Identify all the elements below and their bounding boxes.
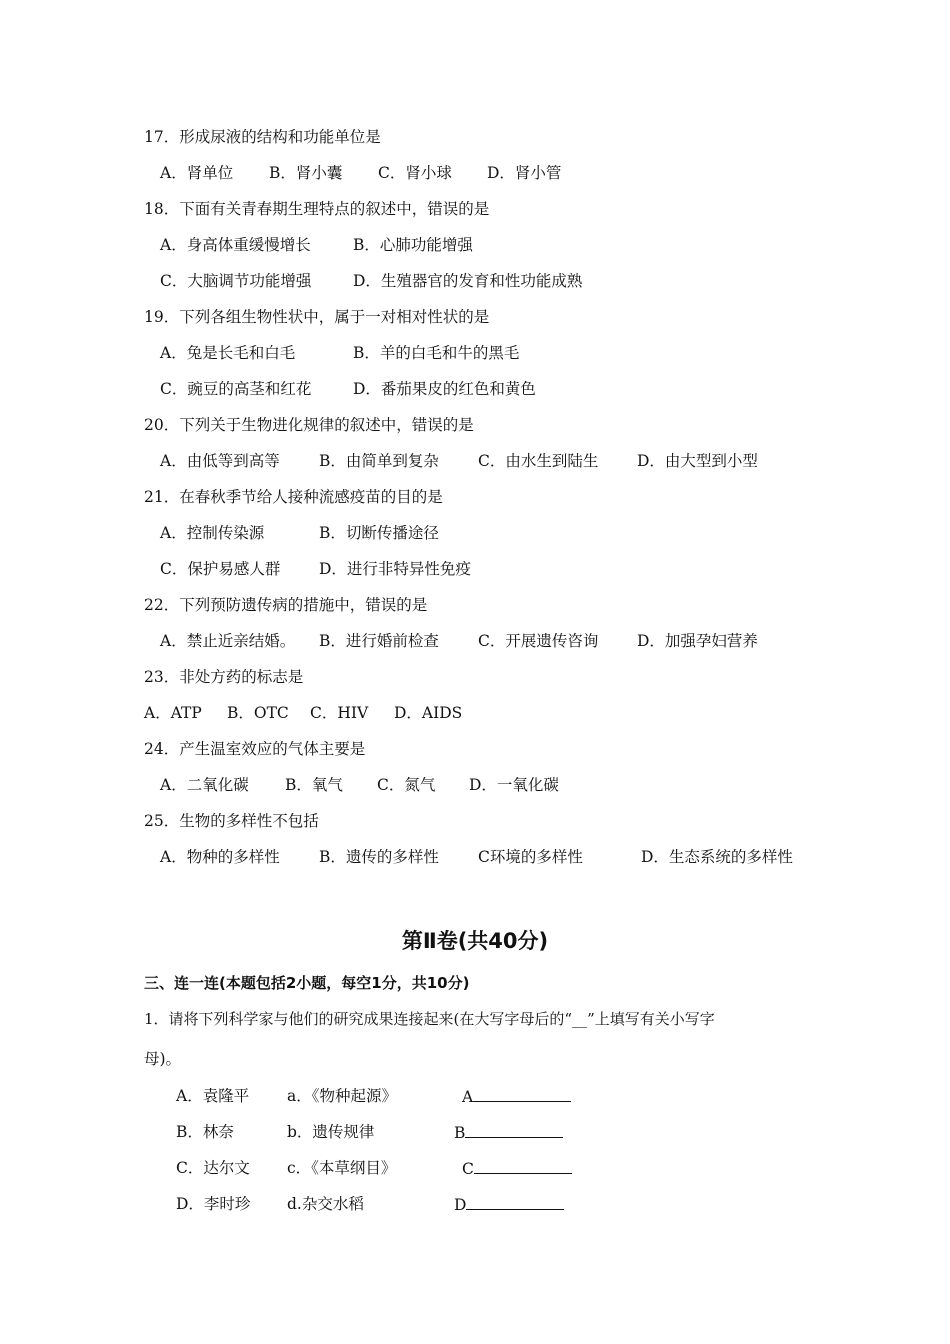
matching-question-text: 1．请将下列科学家与他们的研究成果连接起来(在大写字母后的“__”上填写有关小写字: [144, 1010, 715, 1028]
question-21-stem: 21．在春秋季节给人接种流感疫苗的目的是: [144, 488, 443, 506]
q19-option-c: C．豌豆的高茎和红花: [160, 380, 312, 398]
q22-option-d: D．加强孕妇营养: [637, 632, 758, 650]
part-two-title: 第Ⅱ卷(共40分): [401, 929, 549, 953]
q22-option-a: A．禁止近亲结婚。: [160, 632, 296, 650]
answer-blank-b[interactable]: [454, 1122, 563, 1143]
q19-option-b: B．羊的白毛和牛的黑毛: [353, 344, 520, 362]
q23-option-d: D．AIDS: [394, 704, 463, 722]
q24-option-c: C．氮气: [377, 776, 436, 794]
answer-blank-c-letter: C: [462, 1160, 474, 1178]
answer-blank-d-letter: D: [454, 1196, 467, 1214]
scientist-d: D．李时珍: [176, 1195, 251, 1213]
q19-option-d: D．番茄果皮的红色和黄色: [353, 380, 536, 398]
q24-option-b: B．氧气: [285, 776, 343, 794]
q22-option-c: C．开展遗传咨询: [478, 632, 599, 650]
q24-option-d: D．一氧化碳: [469, 776, 559, 794]
q21-option-a: A．控制传染源: [160, 524, 265, 542]
answer-blank-a[interactable]: [462, 1086, 571, 1107]
q23-option-c: C．HIV: [310, 704, 369, 722]
question-19-stem: 19．下列各组生物性状中，属于一对相对性状的是: [144, 308, 490, 326]
answer-blank-line: [473, 1086, 571, 1102]
q20-option-c: C．由水生到陆生: [478, 452, 599, 470]
achievement-b: b．遗传规律: [287, 1123, 375, 1141]
q20-option-d: D．由大型到小型: [637, 452, 758, 470]
answer-blank-c[interactable]: [462, 1158, 572, 1179]
question-24-stem: 24．产生温室效应的气体主要是: [144, 740, 366, 758]
answer-blank-line: [466, 1194, 564, 1210]
q25-option-b: B．遗传的多样性: [319, 848, 439, 866]
answer-blank-line: [474, 1158, 572, 1174]
scientist-c: C．达尔文: [176, 1159, 250, 1177]
q21-option-c: C．保护易感人群: [160, 560, 281, 578]
achievement-d: d.杂交水稻: [287, 1195, 364, 1213]
q21-option-d: D．进行非特异性免疫: [319, 560, 471, 578]
question-18-stem: 18．下面有关青春期生理特点的叙述中，错误的是: [144, 200, 490, 218]
section-three-heading: 三、连一连(本题包括2小题，每空1分，共10分): [144, 974, 470, 992]
question-23-stem: 23．非处方药的标志是: [144, 668, 304, 686]
achievement-a: a．《物种起源》: [287, 1087, 397, 1105]
answer-blank-b-letter: B: [454, 1124, 466, 1142]
q23-option-b: B．OTC: [227, 704, 289, 722]
q17-option-b: B．肾小囊: [269, 164, 343, 182]
q22-option-b: B．进行婚前检查: [319, 632, 439, 650]
answer-blank-a-letter: A: [462, 1088, 474, 1106]
question-17-stem: 17．形成尿液的结构和功能单位是: [144, 128, 381, 146]
answer-blank-d[interactable]: [454, 1194, 564, 1215]
question-22-stem: 22．下列预防遗传病的措施中，错误的是: [144, 596, 428, 614]
q19-option-a: A．兔是长毛和白毛: [160, 344, 296, 362]
q25-option-a: A．物种的多样性: [160, 848, 280, 866]
q17-option-d: D．肾小管: [487, 164, 562, 182]
q18-option-d: D．生殖器官的发育和性功能成熟: [353, 272, 583, 290]
q18-option-c: C．大脑调节功能增强: [160, 272, 312, 290]
q21-option-b: B．切断传播途径: [319, 524, 439, 542]
q24-option-a: A．二氧化碳: [160, 776, 249, 794]
q20-option-b: B．由简单到复杂: [319, 452, 439, 470]
scientist-b: B．林奈: [176, 1123, 234, 1141]
scientist-a: A．袁隆平: [176, 1087, 250, 1105]
q23-option-a: A．ATP: [144, 704, 202, 722]
q20-option-a: A．由低等到高等: [160, 452, 280, 470]
q18-option-b: B．心肺功能增强: [353, 236, 473, 254]
achievement-c: c．《本草纲目》: [287, 1159, 397, 1177]
question-20-stem: 20．下列关于生物进化规律的叙述中，错误的是: [144, 416, 474, 434]
q25-option-d: D．生态系统的多样性: [641, 848, 793, 866]
matching-question-text-cont: 母)。: [144, 1050, 182, 1068]
q25-option-c: C环境的多样性: [478, 848, 583, 866]
q17-option-a: A．肾单位: [160, 164, 234, 182]
q17-option-c: C．肾小球: [378, 164, 452, 182]
answer-blank-line: [465, 1122, 563, 1138]
q18-option-a: A．身高体重缓慢增长: [160, 236, 311, 254]
question-25-stem: 25．生物的多样性不包括: [144, 812, 319, 830]
